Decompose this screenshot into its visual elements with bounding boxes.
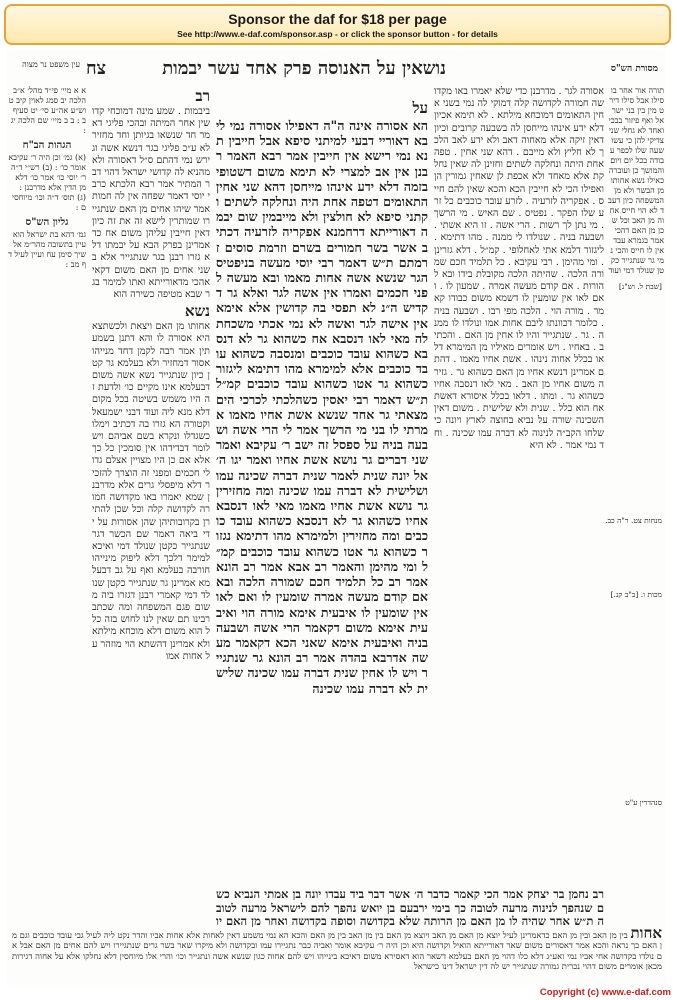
sponsor-banner-title[interactable]: Sponsor the daf for $18 per page	[228, 11, 447, 27]
bottom-main-block	[216, 888, 604, 928]
bottom-tosafot-opening-word: אחות	[630, 928, 662, 942]
margin-ref: [שבת ל. וש"נ]	[618, 282, 662, 291]
hagahot-text: (א) גמ׳ וכן היה ר׳ עקיבא אומר כו׳ : (ב) רש״י ד״ה ר׳ יוסי כו׳ אמר כו׳ דלא מן הדין אלא מדרבנן : (ג) תוס׳ ד״ה וכו׳ מיוחסים :	[8, 153, 86, 212]
margin-ref: סנהדרין ע"ט	[625, 798, 662, 807]
copyright-notice[interactable]: Copyright (c) www.e-daf.com	[539, 987, 671, 998]
page-header	[6, 58, 666, 84]
rashi-text: אסורה לגר . מדרבנן כדי שלא יאמרו באו מקדושה חמורה לקדושה קלה דמוקי לה נמי בשני אחין התאומים דמוכחא מילתא . לא תימא אכיון דלא ידע אינהו מייחסן לה בשבעה קרובים וכיון דאין זיקה אלא מאחוה דאב ולא ידע לאב הלכך לא חליץ ולא מייבם . דהא שני אחין . טפה אחת היתה ונחלקה לשתים וחזינן לה שאין נחלקת אלא מאחד ולא אכפת לן שאחין גמורין הן ואפילו הכי לא חייבין הכא והכא שאין להם חייס . אפקריה לזרעיה . לזרע עובד כוכבים כל זרע שלו הפקר . נפטיס . שם האיש . מי הרשך . מי נתן לך רשות . הרי אשה . זו היא אשתי . ושבעה בניה . שנולדו לי ממנה . מהו דתימא . ליגזור דלמא אתי לאחלופי . קמ״ל . דלא גזרינן . ומי מהימן . רבי עקיבא . כל תלמיד חכם שמורה הלכה . שהיתה הלכה מקובלת בידו ובא להורות . אם קודם מעשה אמרה . שמעון לו . ואם לאו אין שומעין לו דשמא משום כבודו קאמר . מורה הוי . הלכה מפי רבו . ושבעה בניה . כלומר דכוונתו ליבם אחות אמו ונולדו לו ממנה . גר . שנתגייר והיו לו אחין מן האם . והכתיב . באחיו . ויש אומרים מאיליו מן המימרא דלאו בכלל אחוה נינהו . אשת אחיו מאמו . דהתם אמרינן דנשא אחיו מן האם כשהוא גר . גזירה משום אחיו מן האב . מאי לאו דנסבה אחיו כשהוא גר . ומתו . דלאו בכלל איסורא דאשת אח הוא כלל . שנית ולא שלישית . משום דאין השכינה שורה על נביא בחוצה לארץ ויונה כי שלחו הקב״ה לנינוה לא דברה עמו שכינה . וחד נמי אמר . לא היא	[434, 86, 604, 451]
daf-number: צח	[86, 58, 107, 79]
tosafot-opening-word: רב	[195, 87, 210, 105]
right-notes-column	[608, 86, 664, 276]
left-margin-column	[8, 86, 86, 586]
ein-mishpat-label: עין משפט נר מצוה	[22, 60, 80, 69]
tosafot-middle-word: נשא	[184, 302, 210, 321]
bottom-tosafot-block	[12, 928, 662, 985]
gemara-opening-word: על	[412, 99, 428, 117]
sponsor-banner[interactable]	[4, 4, 671, 45]
page-title: נושאין על האנוסה פרק אחד עשר יבמות	[162, 58, 446, 79]
tosafot-text-1: ביבמות . שמע מינה דמוכחי קדושין אחר המיתה ובהכי פליגי דאמר חד שנשאו בגיותן וחד מחזיר לא ע״כ פליגי בגר דנשא אשה וגירש נמי דהתם ס״ל דאסורה ולא מהניא לה קדושי ישראל דהוי דבר המתיר אמר רבא הלכתא כרבי יוסי דאמר שפחה אין לה חמות אמר שיהו אחים מן האם שנתגיירו שמותרין לישא זה את זה כיון דאין חייבין עליהן משום אח כדאמרינן בפרק הבא על יבמתו דלא גזרו רבנן בגר שנתגייר אלא בשני אחים מן האם משום דקאי אהכי מדאורייתא ואתו למימר בגר שבא מטיפה כשירה הוא	[92, 106, 210, 301]
gilyon-title: גליון הש"ס	[25, 217, 69, 228]
ein-mishpat-notes: א א מיי׳ פי״ד מהל׳ א״ב הלכה יב סמג לאוין קיב טוש״ע אה״ע סי׳ יט סעיף ב : ב ב מיי׳ שם הלכה יג :	[8, 86, 86, 135]
bottom-tosafot-body: בין מן האב ובין מן האם כדאמרינן לעיל יוצא מן האם מן האב ויוצא מן האם בין מן האב בין מן האם והכא הא נמי משמע דאין לאחות אלא אחות אביו והדר נקט ליה לעיל גבי עובד כוכבים וגם מן האם כך נראה והכא אמר דאסורים משום שאר דאורייתא הואיל וקדושה היא וכן היה ר׳ עקיבא אומר ואביה כבר נתגיירו עמו ובקדושה ולא מיקרו שאר בשר גרים שנתגיירו ויש להם אחים מן האם אבל אם נולדו בקדושה אחי אביו נמי ואע״ג דלא כלו דהוי מן האם בעלמא דשאר הוא דאסירא משום דאיכא בינייהו ויש להם אחוה כגון שנשא אשה ונתגייר וכו׳ והרי אלו מיוחסין דלא נחלקו אלא על אחוה דגירות מכאן אומרים משום דהוי נכרית גמורה שנתגייר יש לה דין ישראל דינו כישראל	[12, 930, 662, 972]
rashi-column	[434, 86, 604, 886]
gilyon-text: גמ׳ דהא בת ישראל הוא עיין בתשובה מהר״מ אלשיך סימן עח ועיין לעיל דף מב :	[8, 230, 86, 269]
tosafot-text-2: אחותו מן האם ויצאת ולכשתצא היא אסורה לו והא דתנן בשמעתין אמר רבה לקמן דחד מנייהו אסור דמחזיר ולא בעלמא גר קטן כיון שנתגייר נשא אשה משום דבעלמא אינו מקיים כו׳ ולדעת זה היו משמש בשיטה בכל מקום דלא מנא ליה ועוד דבני ישמעאל וקטורה הא גזרו בה דכתיב וימלו כשגדלו ונקרא בשם אביהם ויש לומר דבדידהו אין סומכין כל כך אלא אם כן היו מצויין אצלם גדולי חכמים ומפני זה הוצרך להזכיר דלא מיפסלי גרים אלא מדרבנן שמא יאמרו באו מקדושה חמורה לקדושה קלה וכל שכן להתירן בקרובותיהן שהן אסורות על ידי ביאה דאמר שם הכשר דגר שנתגייר כקטן שנולד דמי ואיכא למימר דלכך דלא ליפוק מינייהו חורבה בעלמא ואף על גב דבעלמא אמרינן גר שנתגייר כקטן שנולד דמי קאמרי רבנן דגזרו ביה משום פגם המשפחה ומה שכתב רבינו תם שאין לנו לחוש בזה כלל הוא משום דלא מוכחא מילתא ולא אמרינן דהשתא הוי מוזהר על אחות אמו	[92, 321, 210, 662]
gemara-text: הא אסורה אינה ה"ה דאפילו אסורה נמי ליבא דאוריי דבעי למיתני סיפא אבל חייבין תנא נמי רישא אין חייבין אמר רבא האמר רבנן אין אב למצרי לא תימא משום דשטופי בזמה דלא ידע אינהו מייחסן דהא שני אחין התאומים דטפה אחת היה ונחלקה לשתים וקתני סיפא לא חולצין ולא מייבמין שום יבמה דאורייתא דרחמנא אפקריה לזרעיה דכתיב אשר בשר חמורים בשרם וזרמת סוסים זרמתם ת״ש דאמר רבי יוסי מעשה בניפטיס הגר שנשא אשה אחות מאמו ובא מעשה לפני חכמים ואמרו אין אשה לגר ואלא גר דקדיש ה״נ לא תפסי בה קדושין אלא אימא אין אישה לגר ואשה לא נמי אכתי משכחת לה מאי לאו דנסבא אח כשהוא גר לא דנסבא כשהוא עובד כוכבים ומנסבה כשהוא עובד כוכבים אלא למימרא מהו דתימא ליגזור כשהוא גר אטו כשהוא עובד כוכבים קמ״ל ת״ש דאמר רבי יאסין כשהלכתי לכרכי הים מצאתי גר אחד שנשא אשת אחיו מאמו אמרתי לו בני מי הרשך אמר לי הרי אשה ושבעה בניה על ספסל זה ישב ר׳ עקיבא ואמר שני דברים גר נושא אשת אחיו ואמר יגו ה׳ אל יונה שנית לאמר שנית דברה שכינה עמו ושלישית לא דברה עמו שכינה ומה מחזירין גר נושא אשת אחיו מאמו מאי לאו דנסבא אחיו כשהוא גר לא דנסבא כשהוא עובד כוכבים ומה מחזירין ולמימרא מהו דתימא נגזור כשהוא גר אטו כשהוא עובד כוכבים קמ״ל ומי מהימן והאמר רב אבא אמר רב הונא אמר רב כל תלמיד חכם שמורה הלכה ובא אם קודם מעשה אמרה שומעין לו ואם לאו אין שומעין לו איבעית אימא מורה הוי ואיבעית אימא משום דקאמר הרי אשה ושבעה בניה ואיבעית אימא שאני הכא דקאמר מעשה אדרבא בהדה אמר רב הונא גר שנתגייר ויש לו אחין שנית דברה עמו שכינה שלישית לא דברה עמו שכינה	[216, 118, 428, 696]
margin-ref: מנחות צט. ר"ה כב.	[605, 516, 662, 525]
gemara-column	[216, 98, 428, 888]
hagahot-title: הגהות הב"ח	[22, 140, 72, 151]
right-notes-text: תורה אור אחר בו סילו אבל סילו דירט מין בין בני ישראל ואף פיזור בבכי ואחד לא גחלי שני צדיקי להן כי עשו שעה שלו לכפר עבודה בכל יום ויום והמושך כן ועוברה כאילו נשא אחותו מן הבשר ולא מן המשפחה כיון דעבד לא הוי חייס אחוה מן האב וכל שכן מן האם דהכי אמר בגמרא עבד אין לו חייס והכי נמי גר שנתגייר כקטן שנולד דמי ועוד	[608, 86, 664, 275]
margin-ref: מכות ו. [ב"ב קנ.]	[610, 590, 662, 599]
talmud-page	[6, 50, 666, 985]
masoret-label: מסורת הש"ס	[610, 64, 658, 74]
bottom-tosafot-text	[12, 928, 662, 972]
bottom-main-text: רב נחמן בר יצחק אמר הכי קאמר כדבר ה׳ אשר דבר ביד עבדו יונה בן אמתי הנביא כשם שנהפך לנינוה מרעה לטובה כך בימי ירבעם בן יואש נהפך להם לישראל מרעה לטובה ת״ש אחר שהיה לו מן האם מן הרותה שלא בקדושה וסופה בקדושה ואחר מן האם יו	[216, 888, 604, 928]
tosafot-column	[92, 86, 210, 886]
sponsor-banner-subtitle[interactable]: See http://www.e-daf.com/sponsor.asp - or click the sponsor button - for details	[177, 29, 498, 39]
